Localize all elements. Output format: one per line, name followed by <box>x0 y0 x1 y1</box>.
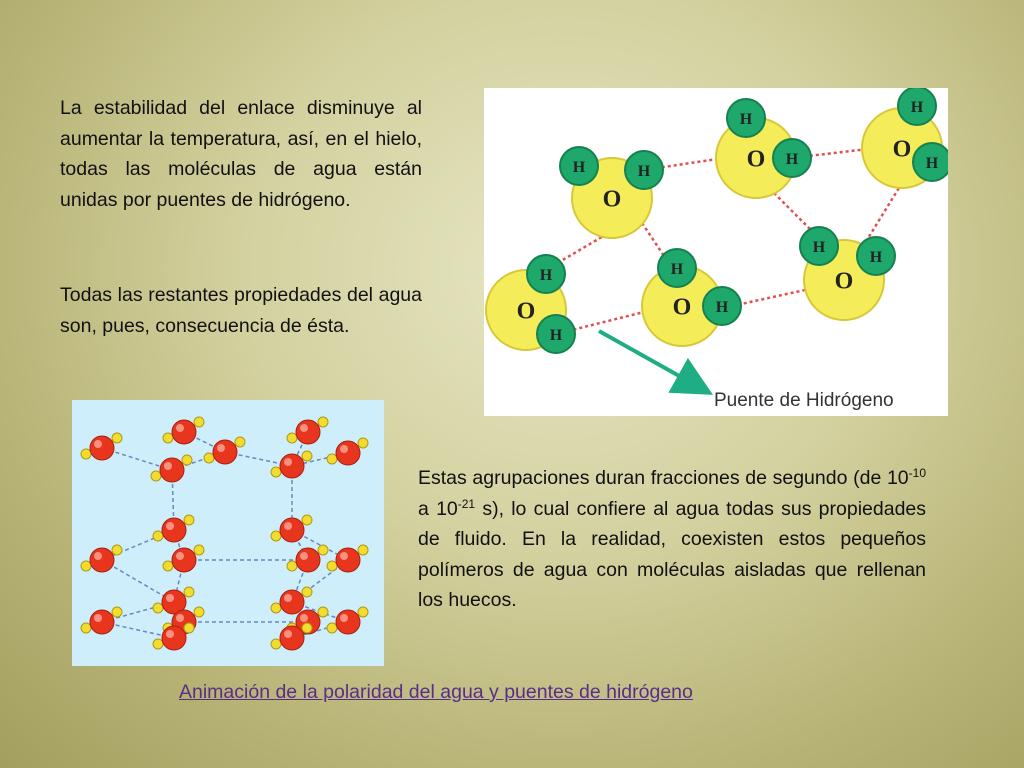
hydrogen-atom-2-1 <box>727 99 765 137</box>
arrow-caption: Puente de Hidrógeno <box>714 390 894 411</box>
lattice-oxygen-highlight-20 <box>166 630 174 638</box>
hydrogen-atom-5-1 <box>658 249 696 287</box>
hydrogen-atom-1-1 <box>560 147 598 185</box>
svg-text:O: O <box>746 146 766 173</box>
svg-text:H: H <box>869 248 883 266</box>
lattice-oxygen-19 <box>336 610 360 634</box>
lattice-hydrogen-14-1 <box>153 603 163 613</box>
lattice-oxygen-highlight-17 <box>176 614 184 622</box>
lattice-hydrogen-21-2 <box>302 623 312 633</box>
lattice-oxygen-7 <box>280 454 304 478</box>
lattice-hydrogen-6-2 <box>235 437 245 447</box>
lattice-hydrogen-8-1 <box>153 531 163 541</box>
svg-text:O: O <box>516 298 536 325</box>
lattice-hydrogen-18-2 <box>318 607 328 617</box>
svg-text:H: H <box>670 260 684 278</box>
lattice-oxygen-highlight-11 <box>176 552 184 560</box>
lattice-hydrogen-13-1 <box>327 561 337 571</box>
lattice-oxygen-highlight-13 <box>340 552 348 560</box>
lattice-oxygen-highlight-15 <box>284 594 292 602</box>
lattice-hydrogen-10-1 <box>81 561 91 571</box>
hydrogen-atom-4-2 <box>537 315 575 353</box>
hydrogen-atom-4-1 <box>527 255 565 293</box>
lattice-oxygen-highlight-9 <box>284 522 292 530</box>
lattice-oxygen-5 <box>160 458 184 482</box>
ice-lattice-diagram <box>72 400 384 666</box>
lattice-oxygen-20 <box>162 626 186 650</box>
lattice-hydrogen-5-1 <box>151 471 161 481</box>
hydrogen-atom-1-2 <box>625 151 663 189</box>
lattice-hydrogen-20-1 <box>153 639 163 649</box>
lattice-oxygen-highlight-8 <box>166 522 174 530</box>
lattice-hydrogen-12-1 <box>287 561 297 571</box>
lattice-oxygen-highlight-18 <box>300 614 308 622</box>
lattice-svg <box>72 400 384 666</box>
hydrogen-atom-3-2 <box>913 143 948 181</box>
hydrogen-bond-5 <box>732 288 814 306</box>
hydrogen-atom-2-2 <box>773 139 811 177</box>
lattice-hydrogen-1-2 <box>112 433 122 443</box>
svg-text:H: H <box>572 158 586 176</box>
lattice-oxygen-12 <box>296 548 320 572</box>
lattice-hydrogen-16-2 <box>112 607 122 617</box>
lattice-oxygen-9 <box>280 518 304 542</box>
lattice-hydrogen-15-1 <box>271 603 281 613</box>
lattice-oxygen-highlight-21 <box>284 630 292 638</box>
svg-text:O: O <box>834 268 854 295</box>
lattice-hydrogen-5-2 <box>182 455 192 465</box>
lattice-oxygen-highlight-3 <box>300 424 308 432</box>
exponent-1: -10 <box>908 466 926 480</box>
lattice-oxygen-11 <box>172 548 196 572</box>
lattice-oxygen-highlight-6 <box>217 444 225 452</box>
hydrogen-atom-3-1 <box>898 88 936 125</box>
paragraph-properties: Todas las restantes propiedades del agua son, pues, consecuencia de ésta. <box>60 284 422 337</box>
lattice-oxygen-21 <box>280 626 304 650</box>
lattice-hydrogen-16-1 <box>81 623 91 633</box>
hydrogen-bond-diagram <box>484 88 948 416</box>
lattice-hydrogen-2-2 <box>194 417 204 427</box>
lattice-hydrogen-9-2 <box>302 515 312 525</box>
lattice-oxygen-4 <box>336 441 360 465</box>
svg-text:H: H <box>785 150 799 168</box>
lattice-oxygen-13 <box>336 548 360 572</box>
lattice-oxygen-highlight-5 <box>164 462 172 470</box>
lattice-oxygen-15 <box>280 590 304 614</box>
molecule-svg <box>484 88 948 416</box>
lattice-oxygen-highlight-2 <box>176 424 184 432</box>
lattice-oxygen-highlight-19 <box>340 614 348 622</box>
lattice-hydrogen-20-2 <box>184 623 194 633</box>
lattice-oxygen-10 <box>90 548 114 572</box>
svg-text:O: O <box>602 186 622 213</box>
lattice-hydrogen-19-1 <box>327 623 337 633</box>
svg-text:O: O <box>892 136 912 163</box>
lattice-hydrogen-10-2 <box>112 545 122 555</box>
lattice-hydrogen-3-2 <box>318 417 328 427</box>
lattice-hydrogen-4-2 <box>358 438 368 448</box>
lattice-hydrogen-3-1 <box>287 433 297 443</box>
lattice-hydrogen-7-2 <box>302 451 312 461</box>
lattice-oxygen-highlight-1 <box>94 440 102 448</box>
lattice-hydrogen-13-2 <box>358 545 368 555</box>
lattice-hydrogen-6-1 <box>204 453 214 463</box>
svg-text:H: H <box>715 298 729 316</box>
lattice-oxygen-highlight-16 <box>94 614 102 622</box>
hydrogen-atom-6-2 <box>857 237 895 275</box>
lattice-hydrogen-9-1 <box>271 531 281 541</box>
lattice-oxygen-3 <box>296 420 320 444</box>
svg-text:H: H <box>637 162 651 180</box>
svg-text:H: H <box>549 326 563 344</box>
lattice-hydrogen-17-2 <box>194 607 204 617</box>
lattice-oxygen-2 <box>172 420 196 444</box>
lattice-oxygen-highlight-4 <box>340 445 348 453</box>
svg-text:H: H <box>539 266 553 284</box>
lattice-hydrogen-2-1 <box>163 433 173 443</box>
lattice-oxygen-highlight-10 <box>94 552 102 560</box>
lattice-hydrogen-11-1 <box>163 561 173 571</box>
hydrogen-atom-5-2 <box>703 287 741 325</box>
exponent-2: -21 <box>457 496 476 511</box>
lattice-hydrogen-15-2 <box>302 587 312 597</box>
lattice-hydrogen-1-1 <box>81 449 91 459</box>
lattice-oxygen-highlight-14 <box>166 594 174 602</box>
svg-text:O: O <box>672 294 692 321</box>
lattice-hydrogen-12-2 <box>318 545 328 555</box>
lattice-oxygen-1 <box>90 436 114 460</box>
lattice-oxygen-8 <box>162 518 186 542</box>
hydrogen-atom-6-1 <box>800 227 838 265</box>
lattice-oxygen-16 <box>90 610 114 634</box>
lattice-hydrogen-14-2 <box>184 587 194 597</box>
lattice-oxygen-highlight-7 <box>284 458 292 466</box>
svg-text:H: H <box>925 154 939 172</box>
lattice-hydrogen-7-1 <box>271 467 281 477</box>
lattice-hydrogen-8-2 <box>184 515 194 525</box>
lattice-hydrogen-4-1 <box>327 454 337 464</box>
paragraph-ice-stability: La estabilidad del enlace disminuye al aumentar la temperatura, así, en el hielo, todas las moléculas de agua están unidas por puentes de hidrógeno. <box>60 97 422 211</box>
lattice-hydrogen-11-2 <box>194 545 204 555</box>
svg-text:H: H <box>910 98 924 116</box>
paragraph-clusters: Estas agrupaciones duran fracciones de segundo (de $10^{-10}$ a $10^{-21}$ s), lo cual confiere al agua todas sus propiedades de fluido. En la realidad, coexisten estos pequeños polímeros de agua con moléculas aisladas que rellenan los huecos. <box>418 466 927 611</box>
svg-text:H: H <box>739 110 753 128</box>
lattice-hydrogen-21-1 <box>271 639 281 649</box>
lattice-hydrogen-19-2 <box>358 607 368 617</box>
animation-link[interactable]: Animación de la polaridad del agua y puentes de hidrógeno <box>179 681 693 703</box>
lattice-oxygen-highlight-12 <box>300 552 308 560</box>
lattice-oxygen-6 <box>213 440 237 464</box>
svg-text:H: H <box>812 238 826 256</box>
